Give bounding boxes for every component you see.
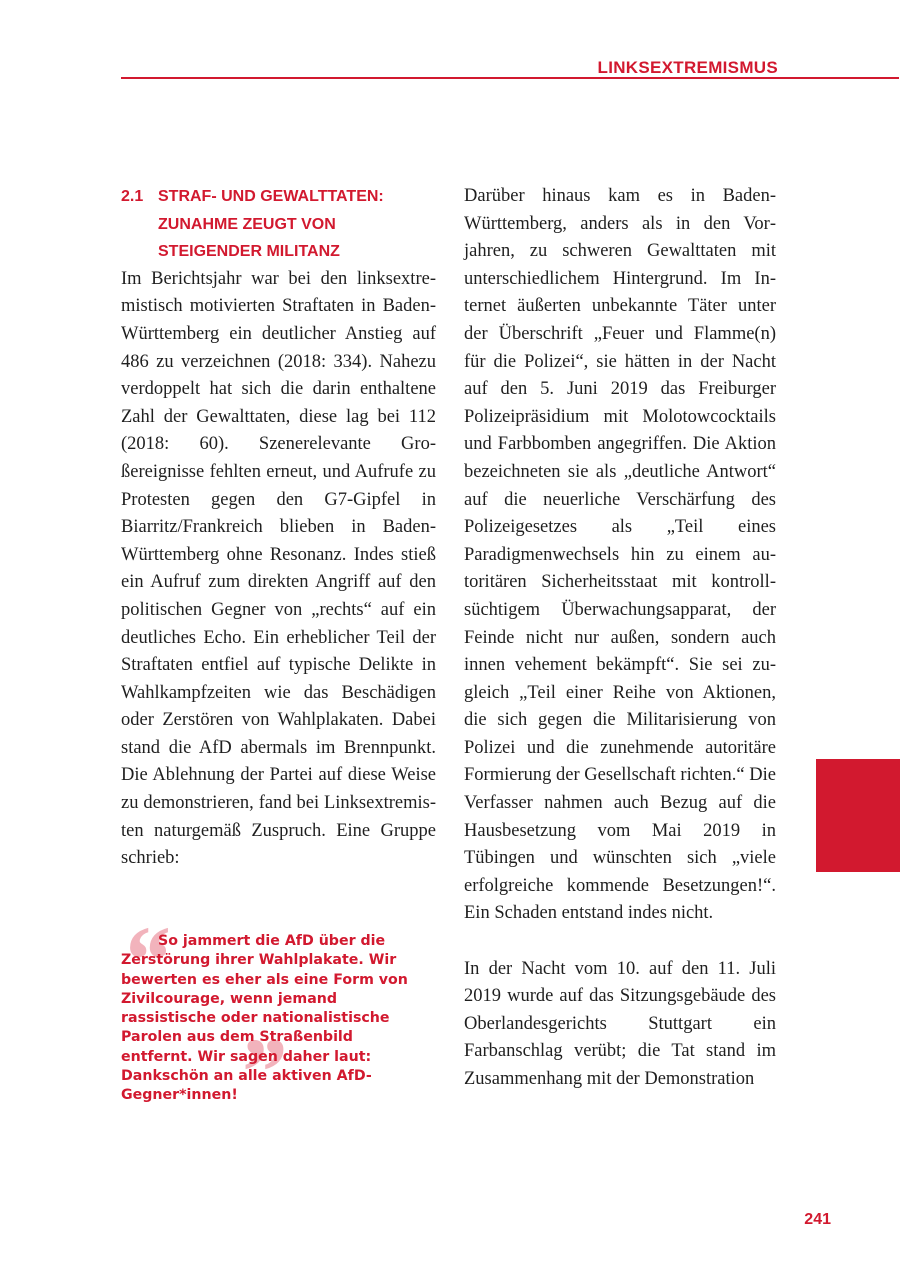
- right-paragraph-1: Darüber hinaus kam es in Baden-Württemberg, anders als in den Vorjahren, zu schweren Gewalttaten mit unterschiedlichem Hintergrund. Im Internet äußerten unbekannte Täter unter der Überschrift „Feuer und Flamme(n) für die Polizei“, sie hätten in der Nacht auf den 5. Juni 2019 das Freiburger Polizeipräsidium mit Molotowcocktails und Farbbomben angegriffen. Die Aktion bezeichneten sie als „deutliche Antwort“ auf die neuerliche Verschärfung des Polizeigesetzes als „Teil eines Paradigmenwechsels hin zu einem autoritären Sicherheitsstaat mit kontrollsüchtigem Überwachungsapparat, der Feinde nicht nur außen, sondern auch innen vehement bekämpft“. Sie sei zugleich „Teil einer Reihe von Aktionen, die sich gegen die Militarisierung von Polizei und die zunehmende autoritäre Formierung der Gesellschaft richten.“ Die Verfasser nahmen auch Bezug auf die Hausbesetzung vom Mai 2019 in Tübingen und wünschten sich „viele erfolgreiche kommende Besetzungen!“. Ein Schaden entstand indes nicht.: [464, 186, 776, 924]
- section-number: 2.1: [121, 188, 144, 205]
- left-paragraph-1: Im Berichtsjahr war bei den linksextremistisch motivierten Straftaten in Baden-Württemberg ein deutlicher Anstieg auf 486 zu verzeichnen (2018: 334). Nahezu verdoppelt hat sich die darin enthaltene Zahl der Gewalttaten, diese lag bei 112 (2018: 60). Szenerelevante Großereignisse fehlten erneut, und Aufrufe zu Protesten gegen den G7-Gipfel in Biarritz/Frankreich blieben in Baden-Württemberg ohne Resonanz. Indes stieß ein Aufruf zum direkten Angriff auf den politischen Gegner von „rechts“ auf ein deutliches Echo. Ein erheblicher Teil der Straftaten entfiel auf typische Delikte in Wahlkampfzeiten wie das Beschädigen oder Zerstören von Wahlplakaten. Dabei stand die AfD abermals im Brennpunkt. Die Ablehnung der Partei auf diese Weise zu demonstrieren, fand bei Linksextremisten naturgemäß Zuspruch. Eine Gruppe schrieb:: [121, 268, 436, 869]
- right-paragraph-2: In der Nacht vom 10. auf den 11. Juli 2019 wurde auf das Sitzungsgebäude des Oberlandesgerichts Stuttgart ein Farbanschlag verübt; die Tat stand im Zusammenhang mit der Demonstration: [464, 958, 776, 1089]
- right-column: [464, 183, 776, 1094]
- chapter-tab-marker: [816, 759, 900, 872]
- section-heading: [121, 183, 436, 266]
- left-column: [121, 183, 436, 873]
- quote-text: So jammert die AfD über die Zerstörung ihrer Wahlplakate. Wir bewerten es eher als eine Form von Zivilcourage, wenn jemand rassistische oder nationalistische Parolen aus dem Straßenbild entfernt. Wir sagen daher laut: Dankschön an alle aktiven AfD-Gegner*innen!: [121, 933, 408, 1104]
- running-header: LINKSEXTREMISMUS: [597, 58, 778, 77]
- closing-quote-mark-icon: ”: [237, 1018, 285, 1125]
- opening-quote-mark-icon: “: [121, 906, 169, 1013]
- pull-quote: [121, 906, 421, 1125]
- header-rule: [121, 77, 899, 79]
- page-number: 241: [804, 1211, 831, 1228]
- section-title: STRAF- UND GEWALTTATEN: ZUNAHME ZEUGT VON STEIGENDER MILITANZ: [158, 188, 384, 261]
